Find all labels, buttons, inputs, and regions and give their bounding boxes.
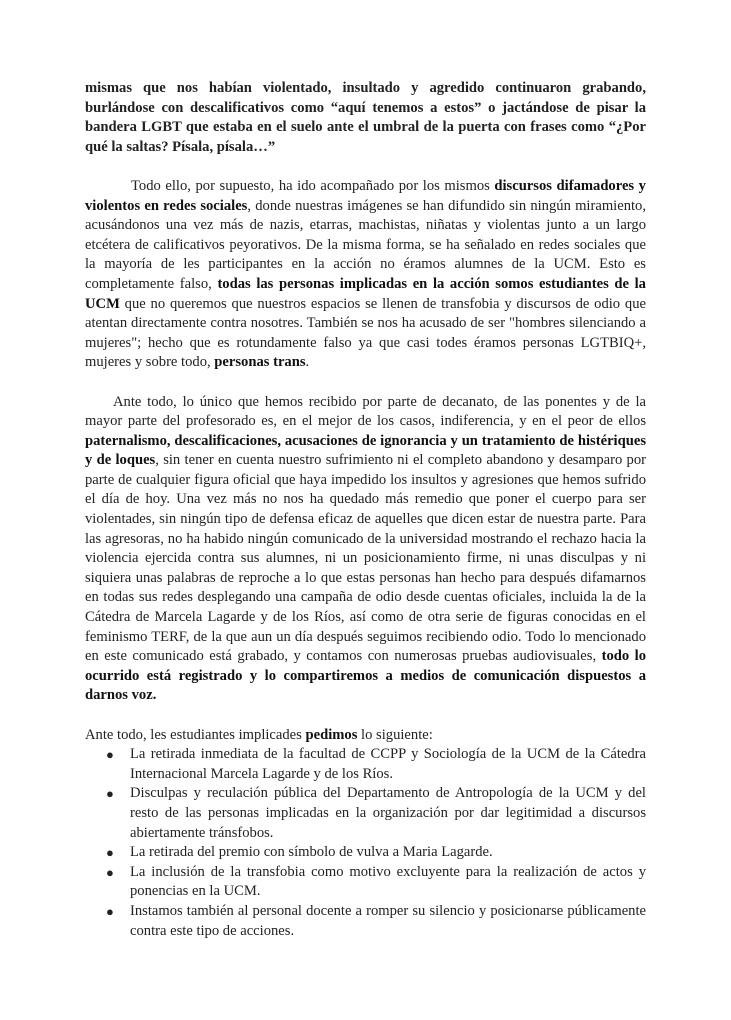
demands-list	[85, 745, 646, 941]
bullet-icon: ●	[106, 845, 114, 861]
demands-intro-bold: pedimos	[305, 726, 358, 743]
demand-item	[106, 745, 646, 784]
demands-intro	[85, 726, 646, 746]
demand-text: La retirada inmediata de la facultad de CCPP y Sociología de la UCM de la Cátedra Internacional Marcela Lagarde y de los Ríos.	[130, 746, 646, 782]
demand-text: Disculpas y reculación pública del Departamento de Antropología de la UCM y del resto de las personas implicadas en la organización por dar legitimidad a discursos abiertamente tránsfobos.	[130, 785, 646, 841]
paragraph-2-text-3: que no queremos que nuestros espacios se llenen de transfobia y discursos de odio que atentan directamente contra nosotres. También se nos ha acusado de ser "hombres silenciando a mujeres"; hecho que es rotundamente falso ya que casi todes éramos personas LGTBIQ+, mujeres y sobre todo,	[85, 295, 646, 371]
demand-item	[106, 902, 646, 941]
paragraph-2-bold-1: discursos difamadores y violentos en redes sociales	[85, 177, 646, 214]
demand-item	[106, 784, 646, 843]
demands-intro-text-1: Ante todo, les estudiantes implicades	[85, 726, 306, 743]
paragraph-1: mismas que nos habían violentado, insultado y agredido continuaron grabando, burlándose con descalificativos como “aquí tenemos a estos” o jactándose de pisar la bandera LGBT que estaba en el suelo ante el umbral de la puerta con frases como “¿Por qué la saltas? Písala, písala…”	[85, 80, 646, 155]
paragraph-2-text-1: Todo ello, por supuesto, ha ido acompañado por los mismos	[131, 177, 495, 194]
demand-text: Instamos también al personal docente a romper su silencio y posicionarse públicamente contra este tipo de acciones.	[130, 902, 646, 939]
demand-item	[106, 843, 646, 863]
paragraph-2-text-4: .	[305, 354, 310, 371]
paragraph-3-text-2: , sin tener en cuenta nuestro sufrimiento ni el completo abandono y desamparo por parte de cualquier figura oficial que haya impedido los insultos y agresiones que hemos sufrido el día de hoy. Una vez más no nos ha quedado más remedio que poner el cuerpo para ser violentades, sin ningún tipo de defensa eficaz de aquelles que dicen estar de nuestra parte. Para las agresoras, no ha habido ningún comunicado de la universidad mostrando el rechazo hacia la violencia ejercida contra sus alumnes, ni un posicionamiento firme, ni unas disculpas y ni siquiera unas palabras de reproche a lo que estas personas han hecho para después difamarnos en todas sus redes desplegando una campaña de odio desde cuentas oficiales, incluida la de la Cátedra de Marcela Lagarde y de los Ríos, así como de otra serie de figuras conocidas en el feminismo TERF, de la que aun un día después seguimos recibiendo odio. Todo lo mencionado en este comunicado está grabado, y contamos con numerosas pruebas audiovisuales,	[85, 452, 647, 665]
paragraph-2	[85, 177, 646, 373]
paragraph-3-text-1: Ante todo, lo único que hemos recibido por parte de decanato, de las ponentes y de la mayor parte del profesorado es, en el mejor de los casos, indiferencia, y en el peor de ellos	[85, 393, 646, 430]
demand-text: La retirada del premio con símbolo de vulva a Maria Lagarde.	[130, 844, 493, 861]
demand-text: La inclusión de la transfobia como motivo excluyente para la realización de actos y ponencias en la UCM.	[130, 863, 646, 900]
bullet-icon: ●	[106, 903, 114, 919]
paragraph-2-bold-3: personas trans	[214, 354, 306, 371]
paragraph-2-bold-2: todas las personas implicadas en la acción somos estudiantes de la UCM	[85, 275, 646, 312]
demand-item	[106, 863, 646, 902]
paragraph-3-bold-1: paternalismo, descalificaciones, acusaciones de ignorancia y un tratamiento de histériques y de loques	[85, 432, 646, 469]
paragraph-3	[85, 393, 646, 707]
demands-intro-text-2: lo siguiente:	[357, 726, 433, 743]
paragraph-3-bold-2: todo lo ocurrido está registrado y lo compartiremos a medios de comunicación dispuestos a darnos voz.	[85, 648, 646, 704]
paragraph-2-text-2: , donde nuestras imágenes se han difundido sin ningún miramiento, acusándonos una vez más de nazis, etarras, machistas, niñatas y violentas junto a un largo etcétera de calificativos peyorativos. De la misma forma, se ha señalado en redes sociales que la mayoría de les participantes en la acción no éramos alumnes de la UCM. Esto es completamente falso,	[85, 197, 646, 292]
bullet-icon: ●	[106, 864, 114, 880]
bullet-icon: ●	[106, 786, 114, 802]
bullet-icon: ●	[106, 747, 114, 763]
